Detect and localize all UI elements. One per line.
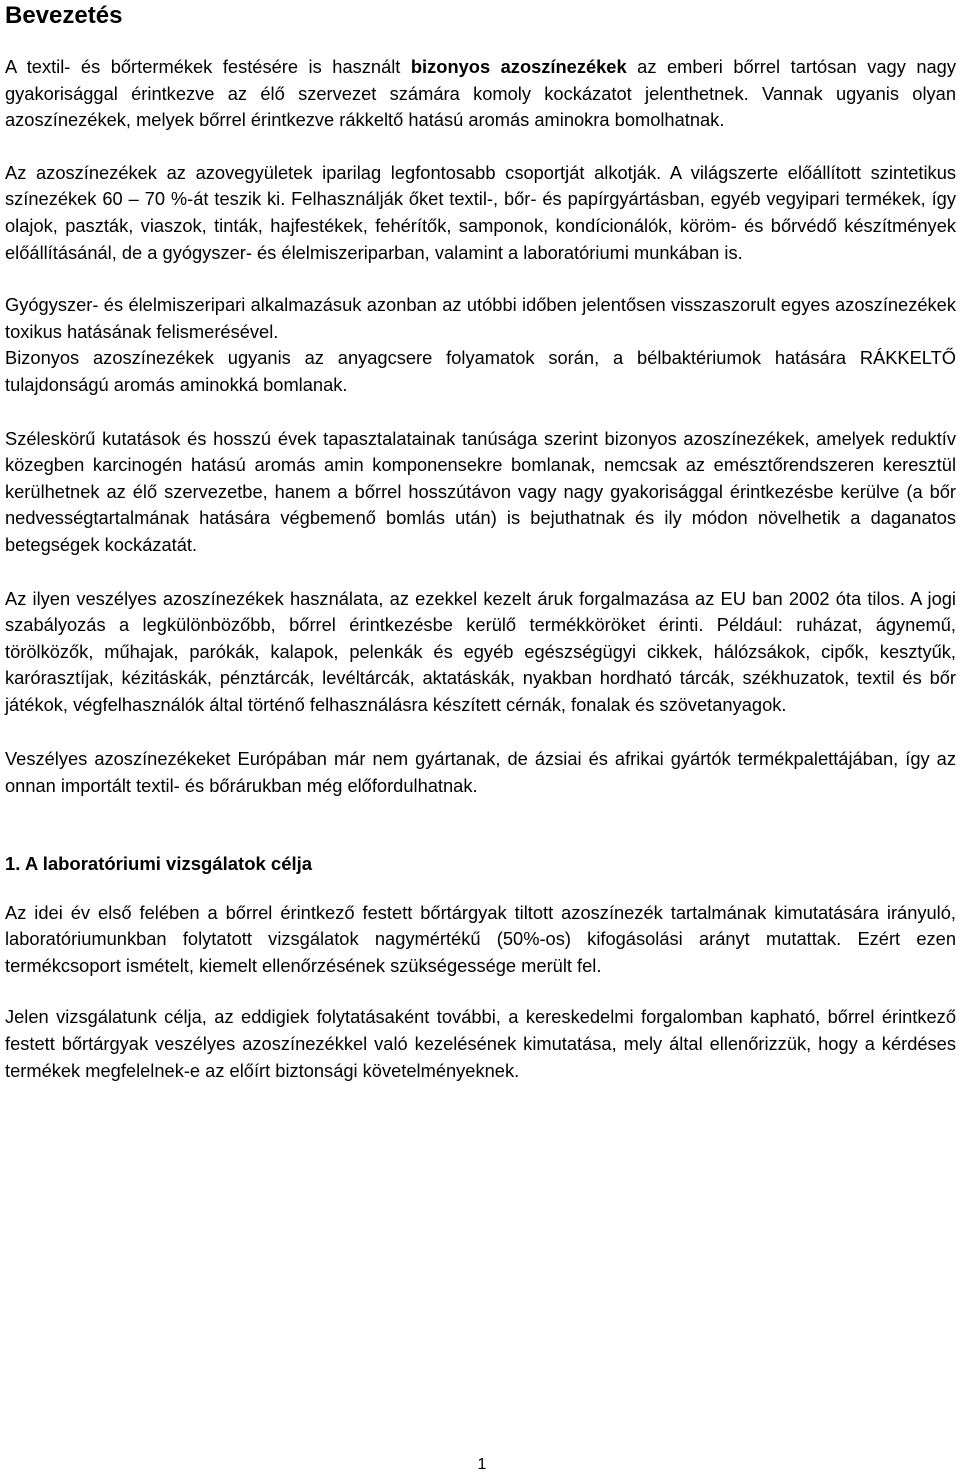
page-title: Bevezetés — [5, 2, 123, 29]
page-number: 1 — [477, 1456, 487, 1473]
intro-paragraph-5: Széleskörű kutatások és hosszú évek tapasztalatainak tanúsága szerint bizonyos azoszínezékek, amelyek reduktív közegben karcinogén hatású aromás amin komponensekre bomlanak, nemcsak az emésztőrendszeren keresztül kerülhetnek az élő szervezetbe, hanem a bőrrel hosszútávon vagy nagy gyakorisággal érintkezésbe kerülve (a bőr nedvességtartalmának hatására végbemenő bomlás után) is bejuthatnak és ily módon növelhetik a daganatos betegségek kockázatát. — [5, 427, 956, 555]
document-page — [5, 0, 956, 1084]
section-paragraph-1: Az idei év első felében a bőrrel érintkező festett bőrtárgyak tiltott azoszínezék tartalmának kimutatására irányuló, laboratóriumunkban folytatott vizsgálatok nagymértékű (50%-os) kifogásolási arányt mutattak. Ezért ezen termékcsoport ismételt, kiemelt ellenőrzésének szükségessége merült fel. — [5, 901, 956, 976]
intro-paragraph-1-start: A textil- és bőrtermékek festésére is használt — [5, 56, 411, 77]
intro-paragraph-6: Az ilyen veszélyes azoszínezékek használata, az ezekkel kezelt áruk forgalmazása az EU ban 2002 óta tilos. A jogi szabályozás a legkülönbözőbb, bőrrel érintkezésbe kerülő termékköröket érinti. Például: ruházat, ágynemű, törölközők, műhajak, parókák, kalapok, pelenkák és egyéb egészségügyi cikkek, hálózsákok, cipők, kesztyűk, karórasztíjak, kézitáskák, pénztárcák, levéltárcák, aktatáskák, nyakban hordható tárcák, székhuzatok, textil és bőr játékok, végfelhasználók által történő felhasználásra készített cérnák, fonalak és szövetanyagok. — [5, 587, 956, 715]
intro-paragraph-2: Az azoszínezékek az azovegyületek iparilag legfontosabb csoportját alkotják. A világszerte előállított szintetikus színezékek 60 – 70 %-át teszik ki. Felhasználják őket textil-, bőr- és papírgyártásban, egyéb vegyipari termékek, így olajok, paszták, viaszok, tinták, hajfestékek, fehérítők, samponok, kondícionálók, köröm- és bőrvédő készítmények előállításánál, de a gyógyszer- és élelmiszeriparban, valamint a laboratóriumi munkában is. — [5, 161, 956, 263]
intro-paragraph-4: Bizonyos azoszínezékek ugyanis az anyagcsere folyamatok során, a bélbaktériumok hatására RÁKKELTŐ tulajdonságú aromás aminokká bomlanak. — [5, 347, 956, 395]
section-heading: 1. A laboratóriumi vizsgálatok célja — [5, 852, 313, 874]
intro-paragraph-3: Gyógyszer- és élelmiszeripari alkalmazásuk azonban az utóbbi időben jelentősen visszaszorult egyes azoszínezékek toxikus hatásának felismerésével. — [5, 294, 956, 342]
intro-paragraph-1-end: az emberi bőrrel tartósan vagy nagy gyakorisággal érintkezve az élő szervezet számára komoly kockázatot jelenthetnek. Vannak ugyanis olyan azoszínezékek, melyek bőrrel érintkezve rákkeltő hatású aromás aminokra bomolhatnak. — [5, 56, 956, 131]
page-footer — [0, 1456, 960, 1474]
intro-paragraph-1 — [5, 54, 956, 134]
intro-paragraph-1-bold: bizonyos azoszínezékek — [410, 56, 627, 77]
section-paragraph-2: Jelen vizsgálatunk célja, az eddigiek folytatásaként további, a kereskedelmi forgalomban kapható, bőrrel érintkező festett bőrtárgyak veszélyes azoszínezékkel való kezelésének kimutatása, mely által ellenőrizzük, hogy a kérdéses termékek megfelelnek-e az előírt biztonsági követelményeknek. — [5, 1006, 956, 1081]
intro-paragraph-7: Veszélyes azoszínezékeket Európában már nem gyártanak, de ázsiai és afrikai gyártók termékpalettájában, így az onnan importált textil- és bőrárukban még előfordulhatnak. — [5, 748, 956, 797]
